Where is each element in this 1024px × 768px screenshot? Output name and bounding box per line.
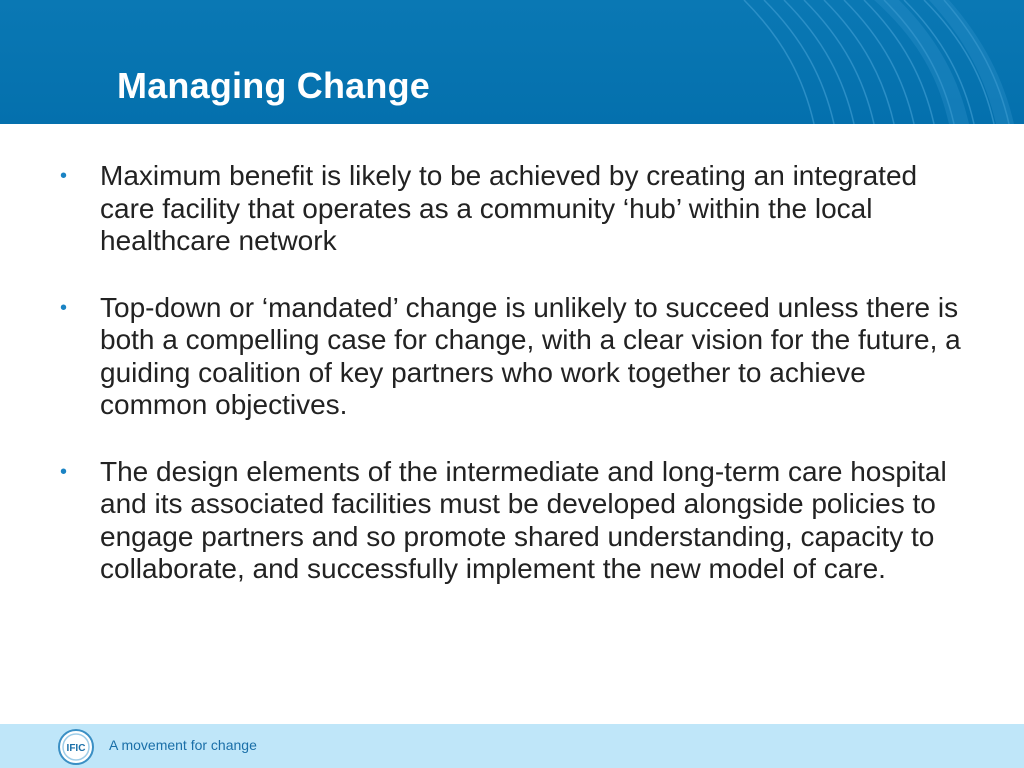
footer-tagline: A movement for change — [109, 737, 257, 753]
bullet-list — [56, 160, 976, 620]
slide-footer — [0, 724, 1024, 768]
bullet-text: The design elements of the intermediate and long-term care hospital and its associated facilities must be developed alongside policies to engage partners and so promote shared understanding, capacity to collaborate, and successfully implement the new model of care. — [100, 455, 947, 584]
slide-header — [0, 0, 1024, 124]
bullet-item — [56, 292, 976, 422]
bullet-icon: • — [60, 296, 68, 319]
header-decoration — [724, 0, 1024, 124]
bullet-text: Maximum benefit is likely to be achieved by creating an integrated care facility that operates as a community ‘hub’ within the local healthcare network — [100, 160, 918, 256]
ific-logo-icon — [58, 729, 94, 765]
logo-text: IFIC — [66, 743, 86, 754]
bullet-icon: • — [60, 460, 68, 483]
bullet-text: Top-down or ‘mandated’ change is unlikely to succeed unless there is both a compelling case for change, with a clear vision for the future, a guiding coalition of key partners who work together to achieve common objectives. — [100, 291, 961, 420]
bullet-icon: • — [60, 165, 68, 187]
bullet-item — [56, 456, 976, 586]
bullet-item — [56, 160, 976, 258]
slide-title: Managing Change — [117, 65, 431, 106]
